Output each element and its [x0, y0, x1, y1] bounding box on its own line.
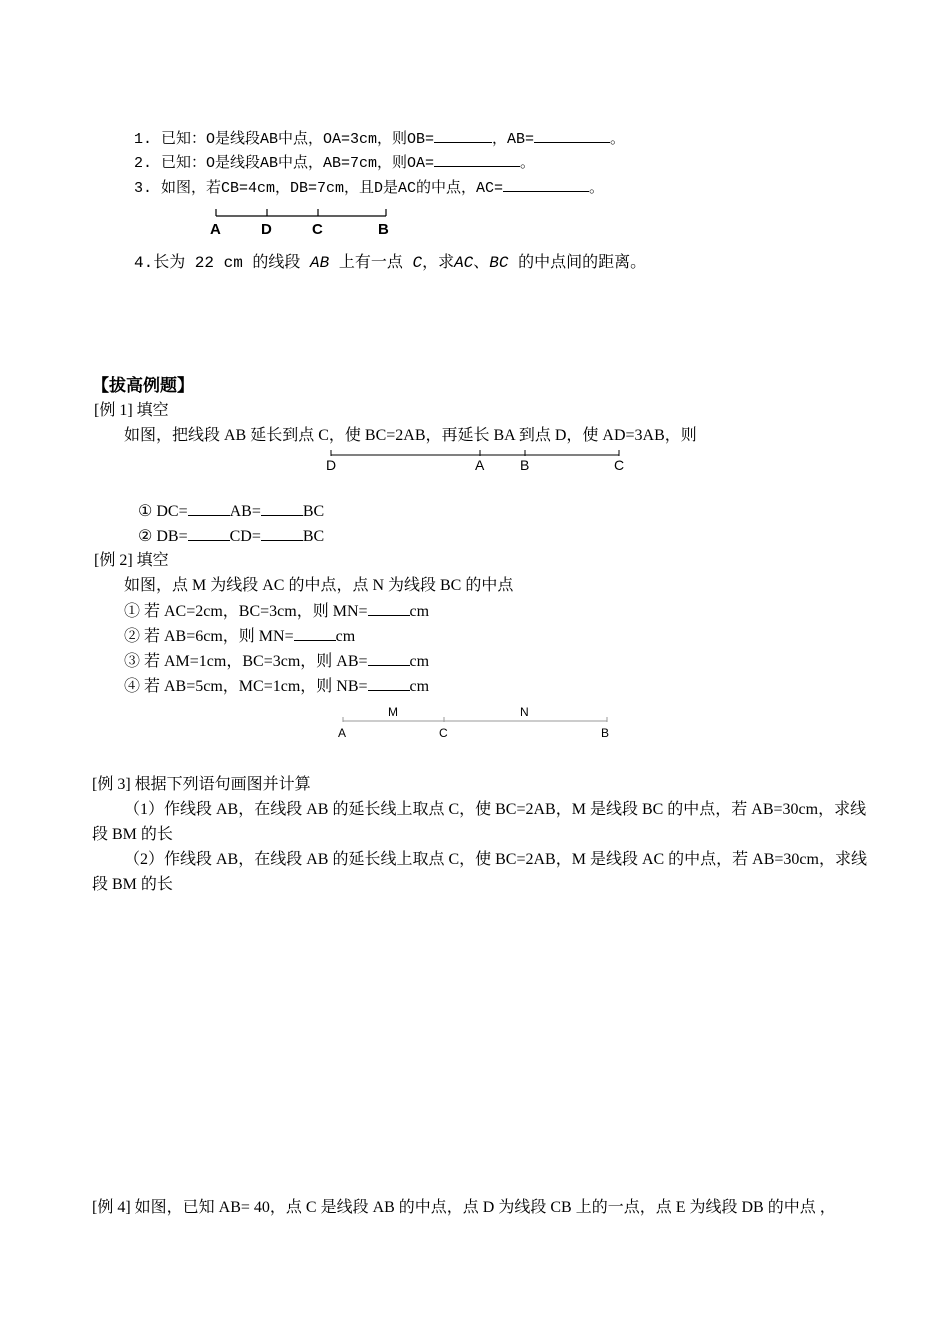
exercise-2-text: 2. 已知：O是线段AB中点，AB=7cm，则OA=	[134, 155, 435, 172]
answer-blank[interactable]	[434, 128, 492, 143]
section-title: 【拔高例题】	[92, 376, 194, 395]
item-unit: cm	[409, 678, 430, 695]
exercise-3-end: 。	[589, 180, 605, 197]
example-3-part-2-cont: 段 BM 的长	[92, 876, 173, 893]
example-2-item-2	[124, 626, 355, 647]
example-4-text: [例 4] 如图，已知 AB= 40，点 C 是线段 AB 的中点，点 D 为线段 CB 上的一点，点 E 为线段 DB 的中点 ，	[92, 1199, 836, 1216]
answer-blank[interactable]	[294, 626, 336, 641]
point-label-a: A	[338, 726, 347, 740]
item-text: ③ 若 AM=1cm，BC=3cm，则 AB=	[124, 653, 368, 670]
answer-blank[interactable]	[261, 501, 303, 516]
exercise-4-text: 上有一点	[329, 254, 413, 272]
item-text: CD=	[229, 528, 261, 545]
item-text: BC	[302, 528, 325, 545]
example-3-part-2: （2）作线段 AB，在线段 AB 的延长线上取点 C，使 BC=2AB，M 是线段 AC 的中点，若 AB=30cm，求线	[124, 851, 867, 868]
exercise-3-figure	[200, 204, 400, 240]
item-text: ① DC=	[138, 503, 188, 520]
item-text: ① 若 AC=2cm，BC=3cm，则 MN=	[124, 603, 368, 620]
point-label-c: C	[614, 457, 625, 473]
example-1-title: [例 1] 填空	[94, 402, 169, 419]
exercise-4-var: AC	[454, 254, 474, 272]
item-unit: cm	[335, 628, 356, 645]
item-unit: cm	[409, 653, 430, 670]
exercise-2-end: 。	[520, 155, 536, 172]
example-1-figure	[320, 448, 630, 476]
example-1-description: 如图，把线段 AB 延长到点 C，使 BC=2AB，再延长 BA 到点 D，使 AD=3AB，则	[124, 427, 697, 444]
answer-blank[interactable]	[188, 526, 230, 541]
item-unit: cm	[409, 603, 430, 620]
item-text: ② 若 AB=6cm，则 MN=	[124, 628, 294, 645]
answer-blank[interactable]	[368, 651, 410, 666]
exercise-3-text: 3. 如图，若CB=4cm，DB=7cm，且D是AC的中点，AC=	[134, 180, 504, 197]
point-label-a: A	[475, 457, 485, 473]
exercise-4-text: 的中点间的距离。	[508, 254, 647, 272]
point-label-c: C	[439, 726, 448, 740]
exercise-1-end: 。	[610, 131, 626, 148]
point-label-b: B	[601, 726, 610, 740]
exercise-4-var: AB	[310, 254, 330, 272]
example-2-description: 如图，点 M 为线段 AC 的中点，点 N 为线段 BC 的中点	[124, 577, 514, 594]
point-label-m: M	[388, 705, 398, 719]
example-2-figure	[330, 702, 620, 744]
point-label-a: A	[210, 221, 221, 238]
answer-blank[interactable]	[434, 152, 520, 167]
exercise-4-var: BC	[489, 254, 509, 272]
point-label-b: B	[378, 221, 389, 238]
exercise-4-text: 4.长为 22 cm 的线段	[134, 254, 311, 272]
point-label-d: D	[326, 457, 337, 473]
answer-blank[interactable]	[503, 177, 589, 192]
example-2-item-4	[124, 676, 429, 697]
answer-blank[interactable]	[368, 601, 410, 616]
exercise-4	[134, 253, 646, 273]
example-2-item-3	[124, 651, 429, 672]
item-text: AB=	[229, 503, 261, 520]
example-3-part-1-cont: 段 BM 的长	[92, 826, 173, 843]
example-1-item-1	[138, 501, 324, 522]
point-label-c: C	[312, 221, 323, 238]
example-3-title: [例 3] 根据下列语句画图并计算	[92, 776, 311, 793]
answer-blank[interactable]	[534, 128, 610, 143]
exercise-1-text: 1. 已知：O是线段AB中点，OA=3cm，则OB=	[134, 131, 435, 148]
exercise-1	[134, 128, 625, 150]
answer-blank[interactable]	[188, 501, 230, 516]
exercise-2	[134, 152, 535, 174]
item-text: ② DB=	[138, 528, 188, 545]
exercise-1-mid: ，AB=	[492, 131, 535, 148]
example-2-title: [例 2] 填空	[94, 552, 169, 569]
point-label-d: D	[261, 221, 272, 238]
example-2-item-1	[124, 601, 429, 622]
exercise-4-var: C	[412, 254, 423, 272]
exercise-4-text: 、	[473, 254, 490, 272]
answer-blank[interactable]	[261, 526, 303, 541]
point-label-b: B	[520, 457, 530, 473]
item-text: ④ 若 AB=5cm，MC=1cm，则 NB=	[124, 678, 368, 695]
example-3-part-1: （1）作线段 AB，在线段 AB 的延长线上取点 C，使 BC=2AB，M 是线段 BC 的中点，若 AB=30cm，求线	[124, 801, 867, 818]
exercise-3	[134, 177, 604, 199]
example-1-item-2	[138, 526, 324, 547]
exercise-4-text: ，求	[422, 254, 455, 272]
point-label-n: N	[520, 705, 529, 719]
answer-blank[interactable]	[368, 676, 410, 691]
item-text: BC	[302, 503, 325, 520]
